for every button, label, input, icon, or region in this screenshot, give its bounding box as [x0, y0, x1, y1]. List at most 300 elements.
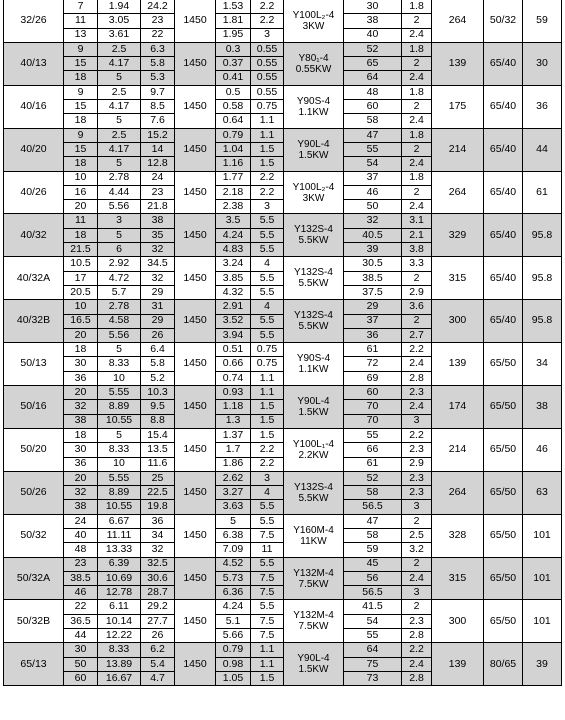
head-cell: 12.8: [141, 157, 175, 171]
flow-m3h-cell: 11: [64, 14, 98, 28]
motor-power-cell: 0.55: [251, 42, 284, 56]
weight-cell: 329: [432, 214, 484, 257]
efficiency-cell: 66: [344, 443, 402, 457]
motor-power-cell: 2.2: [251, 185, 284, 199]
motor-model-cell: Y132M-4 7.5KW: [284, 600, 344, 643]
motor-power-cell: 2.2: [251, 171, 284, 185]
price-cell: 36: [523, 85, 562, 128]
head-cell: 19.8: [141, 500, 175, 514]
head-cell: 5.4: [141, 657, 175, 671]
npsh-cell: 3: [402, 414, 432, 428]
flow-ls-cell: 5: [98, 71, 141, 85]
flow-m3h-cell: 18: [64, 71, 98, 85]
shaft-power-cell: 3.85: [216, 271, 251, 285]
shaft-power-cell: 0.58: [216, 100, 251, 114]
head-cell: 34: [141, 528, 175, 542]
shaft-power-cell: 4.83: [216, 243, 251, 257]
flow-m3h-cell: 15: [64, 142, 98, 156]
motor-power-cell: 7.5: [251, 614, 284, 628]
flow-m3h-cell: 38: [64, 500, 98, 514]
weight-cell: 175: [432, 85, 484, 128]
motor-power-cell: 11: [251, 543, 284, 557]
flow-m3h-cell: 20: [64, 200, 98, 214]
efficiency-cell: 59: [344, 543, 402, 557]
weight-cell: 264: [432, 0, 484, 42]
npsh-cell: 2: [402, 557, 432, 571]
flow-ls-cell: 2.78: [98, 300, 141, 314]
motor-model-cell: Y160M-4 11KW: [284, 514, 344, 557]
head-cell: 26: [141, 328, 175, 342]
flow-ls-cell: 5.56: [98, 200, 141, 214]
npsh-cell: 2.1: [402, 228, 432, 242]
inlet-outlet-cell: 65/40: [484, 171, 523, 214]
efficiency-cell: 72: [344, 357, 402, 371]
flow-m3h-cell: 10: [64, 171, 98, 185]
head-cell: 8.8: [141, 414, 175, 428]
inlet-outlet-cell: 65/50: [484, 471, 523, 514]
shaft-power-cell: 5.1: [216, 614, 251, 628]
motor-model-cell: Y90L-4 1.5KW: [284, 128, 344, 171]
table-row: [4, 557, 562, 571]
efficiency-cell: 54: [344, 157, 402, 171]
npsh-cell: 2: [402, 185, 432, 199]
speed-cell: 1450: [175, 300, 216, 343]
head-cell: 26: [141, 629, 175, 643]
npsh-cell: 2.3: [402, 486, 432, 500]
inlet-outlet-cell: 65/50: [484, 343, 523, 386]
speed-cell: 1450: [175, 514, 216, 557]
flow-ls-cell: 5: [98, 228, 141, 242]
npsh-cell: 2: [402, 514, 432, 528]
npsh-cell: 2.4: [402, 571, 432, 585]
motor-power-cell: 1.5: [251, 400, 284, 414]
inlet-outlet-cell: 50/32: [484, 0, 523, 42]
motor-power-cell: 5.5: [251, 328, 284, 342]
head-cell: 22.5: [141, 486, 175, 500]
flow-m3h-cell: 10: [64, 300, 98, 314]
speed-cell: 1450: [175, 471, 216, 514]
flow-ls-cell: 3.61: [98, 28, 141, 42]
weight-cell: 264: [432, 171, 484, 214]
npsh-cell: 1.8: [402, 128, 432, 142]
npsh-cell: 1.8: [402, 171, 432, 185]
speed-cell: 1450: [175, 214, 216, 257]
flow-m3h-cell: 20.5: [64, 285, 98, 299]
efficiency-cell: 37.5: [344, 285, 402, 299]
flow-ls-cell: 8.33: [98, 357, 141, 371]
pump-model-cell: 32/26: [4, 0, 64, 42]
head-cell: 32.5: [141, 557, 175, 571]
pump-model-cell: 50/13: [4, 343, 64, 386]
price-cell: 39: [523, 643, 562, 686]
flow-m3h-cell: 21.5: [64, 243, 98, 257]
flow-m3h-cell: 24: [64, 514, 98, 528]
flow-m3h-cell: 48: [64, 543, 98, 557]
flow-m3h-cell: 9: [64, 85, 98, 99]
shaft-power-cell: 1.37: [216, 428, 251, 442]
motor-power-cell: 4: [251, 257, 284, 271]
motor-power-cell: 5.5: [251, 600, 284, 614]
shaft-power-cell: 4.32: [216, 285, 251, 299]
inlet-outlet-cell: 80/65: [484, 643, 523, 686]
shaft-power-cell: 4.52: [216, 557, 251, 571]
shaft-power-cell: 1.3: [216, 414, 251, 428]
shaft-power-cell: 0.64: [216, 114, 251, 128]
speed-cell: 1450: [175, 343, 216, 386]
efficiency-cell: 52: [344, 471, 402, 485]
shaft-power-cell: 0.3: [216, 42, 251, 56]
inlet-outlet-cell: 65/50: [484, 600, 523, 643]
price-cell: 95.8: [523, 300, 562, 343]
pump-model-cell: 50/16: [4, 386, 64, 429]
efficiency-cell: 73: [344, 671, 402, 685]
weight-cell: 214: [432, 428, 484, 471]
efficiency-cell: 47: [344, 128, 402, 142]
efficiency-cell: 41.5: [344, 600, 402, 614]
weight-cell: 139: [432, 343, 484, 386]
npsh-cell: 2.8: [402, 371, 432, 385]
flow-ls-cell: 10.69: [98, 571, 141, 585]
flow-ls-cell: 4.17: [98, 142, 141, 156]
head-cell: 5.3: [141, 71, 175, 85]
price-cell: 44: [523, 128, 562, 171]
shaft-power-cell: 4.24: [216, 228, 251, 242]
npsh-cell: 2.9: [402, 285, 432, 299]
price-cell: 38: [523, 386, 562, 429]
npsh-cell: 2: [402, 271, 432, 285]
efficiency-cell: 37: [344, 171, 402, 185]
inlet-outlet-cell: 65/40: [484, 128, 523, 171]
efficiency-cell: 56.5: [344, 500, 402, 514]
table-row: [4, 514, 562, 528]
efficiency-cell: 52: [344, 42, 402, 56]
flow-ls-cell: 13.33: [98, 543, 141, 557]
motor-model-cell: Y132S-4 5.5KW: [284, 471, 344, 514]
price-cell: 30: [523, 42, 562, 85]
efficiency-cell: 30: [344, 0, 402, 14]
npsh-cell: 2.7: [402, 328, 432, 342]
head-cell: 29.2: [141, 600, 175, 614]
head-cell: 23: [141, 185, 175, 199]
npsh-cell: 2.4: [402, 157, 432, 171]
flow-ls-cell: 2.78: [98, 171, 141, 185]
shaft-power-cell: 1.18: [216, 400, 251, 414]
head-cell: 6.4: [141, 343, 175, 357]
efficiency-cell: 58: [344, 528, 402, 542]
pump-model-cell: 50/20: [4, 428, 64, 471]
table-row: [4, 0, 562, 14]
head-cell: 5.8: [141, 357, 175, 371]
table-row: [4, 171, 562, 185]
motor-power-cell: 5.5: [251, 271, 284, 285]
shaft-power-cell: 0.98: [216, 657, 251, 671]
head-cell: 9.5: [141, 400, 175, 414]
motor-power-cell: 1.1: [251, 386, 284, 400]
shaft-power-cell: 1.95: [216, 28, 251, 42]
npsh-cell: 2.3: [402, 471, 432, 485]
weight-cell: 264: [432, 471, 484, 514]
shaft-power-cell: 0.37: [216, 57, 251, 71]
motor-power-cell: 3: [251, 200, 284, 214]
npsh-cell: 3: [402, 500, 432, 514]
head-cell: 23: [141, 14, 175, 28]
flow-m3h-cell: 36.5: [64, 614, 98, 628]
price-cell: 101: [523, 600, 562, 643]
efficiency-cell: 61: [344, 343, 402, 357]
motor-power-cell: 5.5: [251, 557, 284, 571]
efficiency-cell: 38.5: [344, 271, 402, 285]
pump-model-cell: 40/20: [4, 128, 64, 171]
motor-power-cell: 7.5: [251, 528, 284, 542]
inlet-outlet-cell: 65/40: [484, 257, 523, 300]
shaft-power-cell: 7.09: [216, 543, 251, 557]
head-cell: 32: [141, 243, 175, 257]
flow-ls-cell: 1.94: [98, 0, 141, 14]
head-cell: 15.4: [141, 428, 175, 442]
flow-ls-cell: 5.7: [98, 285, 141, 299]
head-cell: 32: [141, 543, 175, 557]
efficiency-cell: 37: [344, 314, 402, 328]
flow-m3h-cell: 18: [64, 343, 98, 357]
pump-model-cell: 40/32A: [4, 257, 64, 300]
table-row: [4, 343, 562, 357]
flow-ls-cell: 8.33: [98, 643, 141, 657]
pump-model-cell: 40/32B: [4, 300, 64, 343]
efficiency-cell: 64: [344, 643, 402, 657]
flow-m3h-cell: 17: [64, 271, 98, 285]
motor-power-cell: 7.5: [251, 629, 284, 643]
motor-power-cell: 2.2: [251, 14, 284, 28]
efficiency-cell: 46: [344, 185, 402, 199]
efficiency-cell: 58: [344, 486, 402, 500]
npsh-cell: 2.4: [402, 200, 432, 214]
table-row: [4, 643, 562, 657]
flow-m3h-cell: 22: [64, 600, 98, 614]
flow-ls-cell: 10: [98, 371, 141, 385]
head-cell: 6.2: [141, 643, 175, 657]
npsh-cell: 2: [402, 100, 432, 114]
shaft-power-cell: 1.53: [216, 0, 251, 14]
inlet-outlet-cell: 65/40: [484, 42, 523, 85]
npsh-cell: 2.3: [402, 614, 432, 628]
efficiency-cell: 48: [344, 85, 402, 99]
npsh-cell: 2.9: [402, 457, 432, 471]
flow-ls-cell: 2.5: [98, 128, 141, 142]
head-cell: 6.3: [141, 42, 175, 56]
flow-ls-cell: 5: [98, 428, 141, 442]
efficiency-cell: 45: [344, 557, 402, 571]
flow-ls-cell: 6: [98, 243, 141, 257]
price-cell: 34: [523, 343, 562, 386]
motor-model-cell: Y100L₂-4 3KW: [284, 0, 344, 42]
shaft-power-cell: 1.86: [216, 457, 251, 471]
weight-cell: 174: [432, 386, 484, 429]
flow-ls-cell: 10.14: [98, 614, 141, 628]
flow-m3h-cell: 50: [64, 657, 98, 671]
flow-m3h-cell: 30: [64, 357, 98, 371]
motor-model-cell: Y90S-4 1.1KW: [284, 343, 344, 386]
efficiency-cell: 61: [344, 457, 402, 471]
motor-model-cell: Y90L-4 1.5KW: [284, 643, 344, 686]
motor-power-cell: 1.1: [251, 657, 284, 671]
flow-m3h-cell: 7: [64, 0, 98, 14]
shaft-power-cell: 4.24: [216, 600, 251, 614]
flow-ls-cell: 5: [98, 157, 141, 171]
motor-power-cell: 3: [251, 28, 284, 42]
npsh-cell: 3: [402, 586, 432, 600]
shaft-power-cell: 3.27: [216, 486, 251, 500]
head-cell: 5.2: [141, 371, 175, 385]
npsh-cell: 2: [402, 142, 432, 156]
flow-m3h-cell: 40: [64, 528, 98, 542]
npsh-cell: 2.3: [402, 386, 432, 400]
efficiency-cell: 60: [344, 386, 402, 400]
flow-ls-cell: 4.58: [98, 314, 141, 328]
inlet-outlet-cell: 65/50: [484, 386, 523, 429]
efficiency-cell: 54: [344, 614, 402, 628]
shaft-power-cell: 3.94: [216, 328, 251, 342]
motor-model-cell: Y132S-4 5.5KW: [284, 214, 344, 257]
npsh-cell: 3.1: [402, 214, 432, 228]
table-row: [4, 471, 562, 485]
speed-cell: 1450: [175, 643, 216, 686]
table-row: [4, 300, 562, 314]
shaft-power-cell: 2.62: [216, 471, 251, 485]
weight-cell: 328: [432, 514, 484, 557]
efficiency-cell: 70: [344, 400, 402, 414]
npsh-cell: 2.2: [402, 343, 432, 357]
shaft-power-cell: 1.77: [216, 171, 251, 185]
motor-power-cell: 0.55: [251, 57, 284, 71]
npsh-cell: 1.8: [402, 0, 432, 14]
flow-m3h-cell: 18: [64, 157, 98, 171]
inlet-outlet-cell: 65/40: [484, 300, 523, 343]
shaft-power-cell: 0.74: [216, 371, 251, 385]
motor-model-cell: Y100L₂-4 3KW: [284, 171, 344, 214]
flow-ls-cell: 5: [98, 114, 141, 128]
motor-model-cell: Y132M-4 7.5KW: [284, 557, 344, 600]
flow-ls-cell: 6.39: [98, 557, 141, 571]
motor-model-cell: Y132S-4 5.5KW: [284, 257, 344, 300]
shaft-power-cell: 3.5: [216, 214, 251, 228]
npsh-cell: 2: [402, 14, 432, 28]
head-cell: 10.3: [141, 386, 175, 400]
motor-power-cell: 1.1: [251, 643, 284, 657]
shaft-power-cell: 6.36: [216, 586, 251, 600]
pump-spec-table: [3, 0, 562, 686]
head-cell: 5.8: [141, 57, 175, 71]
flow-m3h-cell: 30: [64, 643, 98, 657]
flow-m3h-cell: 36: [64, 371, 98, 385]
npsh-cell: 2.4: [402, 357, 432, 371]
efficiency-cell: 30.5: [344, 257, 402, 271]
shaft-power-cell: 5.73: [216, 571, 251, 585]
motor-power-cell: 5.5: [251, 214, 284, 228]
flow-ls-cell: 5.56: [98, 328, 141, 342]
inlet-outlet-cell: 65/50: [484, 428, 523, 471]
npsh-cell: 2.2: [402, 428, 432, 442]
shaft-power-cell: 1.05: [216, 671, 251, 685]
speed-cell: 1450: [175, 600, 216, 643]
motor-power-cell: 2.2: [251, 0, 284, 14]
shaft-power-cell: 0.5: [216, 85, 251, 99]
flow-m3h-cell: 32: [64, 400, 98, 414]
npsh-cell: 2: [402, 57, 432, 71]
table-row: [4, 214, 562, 228]
flow-ls-cell: 8.33: [98, 443, 141, 457]
table-row: [4, 386, 562, 400]
efficiency-cell: 55: [344, 428, 402, 442]
motor-power-cell: 5.5: [251, 500, 284, 514]
efficiency-cell: 65: [344, 57, 402, 71]
flow-m3h-cell: 18: [64, 228, 98, 242]
efficiency-cell: 70: [344, 414, 402, 428]
head-cell: 15.2: [141, 128, 175, 142]
pump-model-cell: 50/26: [4, 471, 64, 514]
shaft-power-cell: 3.52: [216, 314, 251, 328]
flow-m3h-cell: 20: [64, 471, 98, 485]
flow-m3h-cell: 38: [64, 414, 98, 428]
shaft-power-cell: 5.66: [216, 629, 251, 643]
npsh-cell: 2.4: [402, 400, 432, 414]
motor-model-cell: Y80₁-4 0.55KW: [284, 42, 344, 85]
flow-ls-cell: 10: [98, 457, 141, 471]
efficiency-cell: 39: [344, 243, 402, 257]
flow-ls-cell: 8.89: [98, 400, 141, 414]
motor-model-cell: Y90L-4 1.5KW: [284, 386, 344, 429]
npsh-cell: 2.5: [402, 528, 432, 542]
motor-power-cell: 4: [251, 486, 284, 500]
flow-ls-cell: 5.55: [98, 386, 141, 400]
motor-power-cell: 1.5: [251, 428, 284, 442]
flow-ls-cell: 6.67: [98, 514, 141, 528]
shaft-power-cell: 1.81: [216, 14, 251, 28]
flow-ls-cell: 5: [98, 343, 141, 357]
shaft-power-cell: 0.41: [216, 71, 251, 85]
shaft-power-cell: 0.51: [216, 343, 251, 357]
motor-model-cell: Y90S-4 1.1KW: [284, 85, 344, 128]
weight-cell: 139: [432, 643, 484, 686]
flow-m3h-cell: 9: [64, 128, 98, 142]
table-row: [4, 600, 562, 614]
head-cell: 28.7: [141, 586, 175, 600]
motor-power-cell: 2.2: [251, 443, 284, 457]
npsh-cell: 1.8: [402, 85, 432, 99]
efficiency-cell: 40.5: [344, 228, 402, 242]
flow-m3h-cell: 18: [64, 114, 98, 128]
motor-power-cell: 4: [251, 300, 284, 314]
flow-m3h-cell: 32: [64, 486, 98, 500]
weight-cell: 315: [432, 557, 484, 600]
npsh-cell: 2.3: [402, 443, 432, 457]
shaft-power-cell: 1.7: [216, 443, 251, 457]
shaft-power-cell: 0.79: [216, 128, 251, 142]
speed-cell: 1450: [175, 257, 216, 300]
speed-cell: 1450: [175, 85, 216, 128]
npsh-cell: 2.8: [402, 629, 432, 643]
flow-ls-cell: 2.5: [98, 85, 141, 99]
head-cell: 29: [141, 314, 175, 328]
efficiency-cell: 55: [344, 142, 402, 156]
flow-ls-cell: 4.17: [98, 100, 141, 114]
pump-model-cell: 50/32A: [4, 557, 64, 600]
inlet-outlet-cell: 65/50: [484, 557, 523, 600]
head-cell: 9.7: [141, 85, 175, 99]
pump-model-cell: 65/13: [4, 643, 64, 686]
motor-power-cell: 5.5: [251, 228, 284, 242]
head-cell: 13.5: [141, 443, 175, 457]
price-cell: 63: [523, 471, 562, 514]
